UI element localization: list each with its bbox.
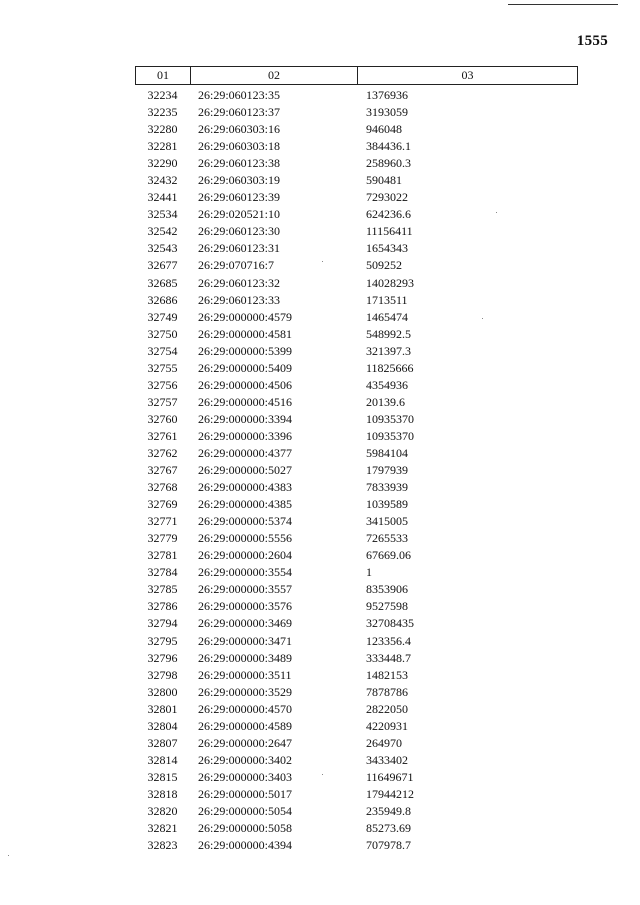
table-cell-col-1: 32785 (147, 582, 178, 597)
table-cell-col-1: 32801 (147, 701, 178, 716)
table-row (135, 206, 578, 223)
table-cell-col-3: 32708435 (366, 616, 414, 631)
table-cell-col-2: 26:29:060123:38 (198, 156, 281, 171)
table-cell-col-1: 32281 (147, 139, 178, 154)
table-cell-col-3: 4220931 (366, 718, 408, 733)
table-cell-col-2: 26:29:000000:4377 (198, 445, 293, 460)
table-row (135, 411, 578, 428)
table-cell-col-1: 32800 (147, 684, 178, 699)
table-cell-col-3: 258960.3 (366, 156, 411, 171)
table-cell-col-1: 32750 (147, 326, 178, 341)
table-cell-col-1: 32818 (147, 786, 178, 801)
table-cell-col-1: 32781 (147, 548, 178, 563)
table-row (135, 718, 578, 735)
table-cell-col-2: 26:29:000000:3511 (198, 667, 292, 682)
table-cell-col-2: 26:29:000000:5027 (198, 463, 293, 478)
table-cell-col-2: 26:29:020521:10 (198, 207, 281, 222)
table-cell-col-2: 26:29:060123:39 (198, 190, 281, 205)
table-cell-col-3: 1654343 (366, 241, 408, 256)
table-cell-col-2: 26:29:000000:5409 (198, 360, 293, 375)
table-cell-col-3: 17944212 (366, 786, 414, 801)
table-cell-col-3: 8353906 (366, 582, 408, 597)
table-cell-col-1: 32820 (147, 803, 178, 818)
table-row (135, 326, 578, 343)
table-cell-col-3: 3415005 (366, 514, 408, 529)
table-row (135, 530, 578, 547)
table-cell-col-2: 26:29:070716:7 (198, 258, 275, 273)
table-row (135, 820, 578, 837)
table-header (135, 66, 578, 85)
table-cell-col-3: 590481 (366, 173, 402, 188)
table-cell-col-3: 123356.4 (366, 633, 411, 648)
table-row (135, 735, 578, 752)
table-cell-col-1: 32804 (147, 718, 178, 733)
table-cell-col-2: 26:29:000000:3554 (198, 565, 293, 580)
header-col-3: 03 (461, 68, 474, 82)
table-cell-col-1: 32757 (147, 394, 178, 409)
table-cell-col-2: 26:29:000000:4589 (198, 718, 293, 733)
table-cell-col-2: 26:29:000000:4394 (198, 838, 293, 853)
table-row (135, 479, 578, 496)
table-row (135, 462, 578, 479)
table-cell-col-3: 264970 (366, 735, 402, 750)
table-row (135, 445, 578, 462)
table-row (135, 172, 578, 189)
table-cell-col-2: 26:29:060123:32 (198, 275, 281, 290)
table-cell-col-3: 235949.8 (366, 803, 411, 818)
table-cell-col-1: 32815 (147, 769, 178, 784)
table-row (135, 223, 578, 240)
table-row (135, 752, 578, 769)
table-cell-col-1: 32432 (147, 173, 178, 188)
table-row (135, 155, 578, 172)
scan-speck (482, 318, 483, 319)
scan-speck (8, 855, 9, 856)
table-row (135, 292, 578, 309)
table-cell-col-3: 67669.06 (366, 548, 411, 563)
top-rule (508, 4, 618, 5)
table-cell-col-2: 26:29:000000:3557 (198, 582, 293, 597)
table-cell-col-3: 3433402 (366, 752, 408, 767)
table-cell-col-3: 321397.3 (366, 343, 411, 358)
table-cell-col-2: 26:29:000000:4506 (198, 377, 293, 392)
table-cell-col-3: 11156411 (366, 224, 413, 239)
table-cell-col-1: 32769 (147, 497, 178, 512)
table-cell-col-2: 26:29:060303:16 (198, 122, 281, 137)
table-cell-col-3: 384436.1 (366, 139, 411, 154)
header-col-2: 02 (191, 67, 358, 84)
table-row (135, 428, 578, 445)
table-cell-col-3: 9527598 (366, 599, 408, 614)
table-cell-col-2: 26:29:000000:3469 (198, 616, 293, 631)
table-cell-col-1: 32762 (147, 445, 178, 460)
table-row (135, 189, 578, 206)
table-cell-col-1: 32749 (147, 309, 178, 324)
table-cell-col-2: 26:29:000000:4581 (198, 326, 293, 341)
table-cell-col-1: 32779 (147, 531, 178, 546)
table-cell-col-3: 1465474 (366, 309, 408, 324)
table-cell-col-3: 4354936 (366, 377, 408, 392)
table-row (135, 377, 578, 394)
table-cell-col-3: 624236.6 (366, 207, 411, 222)
table-row (135, 343, 578, 360)
table-cell-col-1: 32823 (147, 838, 178, 853)
table-cell-col-1: 32767 (147, 463, 178, 478)
table-cell-col-2: 26:29:060123:35 (198, 88, 281, 102)
table-row (135, 394, 578, 411)
table-cell-col-3: 5984104 (366, 445, 408, 460)
table-cell-col-3: 509252 (366, 258, 402, 273)
table-cell-col-1: 32534 (147, 207, 178, 222)
table-row (135, 360, 578, 377)
scan-speck (322, 774, 323, 775)
table-row (135, 87, 578, 104)
table-cell-col-1: 32760 (147, 411, 178, 426)
table-cell-col-3: 1797939 (366, 463, 408, 478)
table-row (135, 496, 578, 513)
table-cell-col-3: 20139.6 (366, 394, 405, 409)
table-row (135, 309, 578, 326)
table-row (135, 803, 578, 820)
table-cell-col-3: 11825666 (366, 360, 414, 375)
table-cell-col-2: 26:29:000000:4570 (198, 701, 293, 716)
table-row (135, 581, 578, 598)
table-cell-col-3: 2822050 (366, 701, 408, 716)
table-cell-col-3: 14028293 (366, 275, 414, 290)
header-col-1: 01 (136, 67, 191, 84)
table-row (135, 547, 578, 564)
table-cell-col-2: 26:29:000000:2604 (198, 548, 293, 563)
table-cell-col-1: 32761 (147, 428, 178, 443)
table-cell-col-1: 32686 (147, 292, 178, 307)
table-cell-col-3: 707978.7 (366, 838, 411, 853)
table-cell-col-3: 10935370 (366, 411, 414, 426)
table-cell-col-1: 32768 (147, 480, 178, 495)
table-cell-col-1: 32814 (147, 752, 178, 767)
table-cell-col-2: 26:29:060123:31 (198, 241, 281, 256)
table-cell-col-2: 26:29:060123:33 (198, 292, 281, 307)
table-cell-col-2: 26:29:000000:3576 (198, 599, 293, 614)
table-cell-col-3: 11649671 (366, 769, 414, 784)
table-cell-col-3: 10935370 (366, 428, 414, 443)
table-cell-col-1: 32756 (147, 377, 178, 392)
table-cell-col-1: 32795 (147, 633, 178, 648)
table-cell-col-2: 26:29:000000:5399 (198, 343, 293, 358)
table-cell-col-3: 7833939 (366, 480, 408, 495)
table-cell-col-3: 333448.7 (366, 650, 411, 665)
table-cell-col-1: 32796 (147, 650, 178, 665)
table-cell-col-1: 32786 (147, 599, 178, 614)
table-cell-col-2: 26:29:060303:18 (198, 139, 281, 154)
table-cell-col-3: 7293022 (366, 190, 408, 205)
table-cell-col-2: 26:29:000000:3489 (198, 650, 293, 665)
table-row (135, 104, 578, 121)
table-cell-col-2: 26:29:000000:3403 (198, 769, 293, 784)
table-cell-col-1: 32798 (147, 667, 178, 682)
table-cell-col-1: 32280 (147, 122, 178, 137)
table-row (135, 513, 578, 530)
table-cell-col-1: 32235 (147, 105, 178, 120)
table-cell-col-2: 26:29:000000:4579 (198, 309, 293, 324)
table-cell-col-3: 3193059 (366, 105, 408, 120)
table-row (135, 667, 578, 684)
table-row (135, 786, 578, 803)
table-cell-col-3: 946048 (366, 122, 402, 137)
table-cell-col-1: 32821 (147, 821, 178, 836)
table-row (135, 564, 578, 581)
table-cell-col-2: 26:29:000000:5058 (198, 821, 293, 836)
scan-speck (496, 212, 497, 213)
table-cell-col-1: 32234 (147, 88, 178, 102)
table-body (135, 87, 578, 854)
table-cell-col-3: 1039589 (366, 497, 408, 512)
table-cell-col-1: 32677 (147, 258, 178, 273)
table-cell-col-2: 26:29:000000:5374 (198, 514, 293, 529)
page-number: 1555 (576, 33, 608, 49)
table-cell-col-1: 32754 (147, 343, 178, 358)
table-cell-col-2: 26:29:000000:2647 (198, 735, 293, 750)
table-row (135, 701, 578, 718)
table-cell-col-1: 32807 (147, 735, 178, 750)
table-cell-col-2: 26:29:000000:3402 (198, 752, 293, 767)
table-cell-col-3: 1482153 (366, 667, 408, 682)
table-row (135, 769, 578, 786)
table-cell-col-1: 32784 (147, 565, 178, 580)
table-row (135, 138, 578, 155)
table-cell-col-1: 32755 (147, 360, 178, 375)
table-row (135, 633, 578, 650)
table-cell-col-1: 32543 (147, 241, 178, 256)
table-cell-col-2: 26:29:000000:5054 (198, 803, 293, 818)
table-cell-col-2: 26:29:000000:5017 (198, 786, 293, 801)
table-cell-col-2: 26:29:000000:5556 (198, 531, 293, 546)
table-cell-col-2: 26:29:060123:30 (198, 224, 281, 239)
table-cell-col-2: 26:29:000000:3394 (198, 411, 293, 426)
table-row (135, 240, 578, 257)
table-cell-col-2: 26:29:000000:3396 (198, 428, 293, 443)
table-cell-col-2: 26:29:060123:37 (198, 105, 281, 120)
table-row (135, 684, 578, 701)
table-cell-col-1: 32685 (147, 275, 178, 290)
table-cell-col-2: 26:29:000000:4516 (198, 394, 293, 409)
table-cell-col-1: 32794 (147, 616, 178, 631)
table-row (135, 275, 578, 292)
table-cell-col-2: 26:29:000000:3529 (198, 684, 293, 699)
table-cell-col-1: 32542 (147, 224, 178, 239)
table-cell-col-3: 7265533 (366, 531, 408, 546)
table-cell-col-1: 32771 (147, 514, 178, 529)
table-cell-col-2: 26:29:060303:19 (198, 173, 281, 188)
table-cell-col-3: 7878786 (366, 684, 408, 699)
table-cell-col-2: 26:29:000000:4383 (198, 480, 293, 495)
table-cell-col-2: 26:29:000000:3471 (198, 633, 293, 648)
table-cell-col-3: 1376936 (366, 88, 408, 102)
table-row (135, 257, 578, 274)
table-cell-col-3: 1 (366, 565, 372, 580)
table-cell-col-3: 85273.69 (366, 821, 411, 836)
table-row (135, 650, 578, 667)
table-row (135, 598, 578, 615)
scan-speck (322, 261, 323, 262)
table-row (135, 837, 578, 854)
table-cell-col-1: 32441 (147, 190, 178, 205)
table-cell-col-3: 548992.5 (366, 326, 411, 341)
table-cell-col-3: 1713511 (366, 292, 408, 307)
table-cell-col-2: 26:29:000000:4385 (198, 497, 293, 512)
table-row (135, 121, 578, 138)
table-cell-col-1: 32290 (147, 156, 178, 171)
table-row (135, 615, 578, 632)
